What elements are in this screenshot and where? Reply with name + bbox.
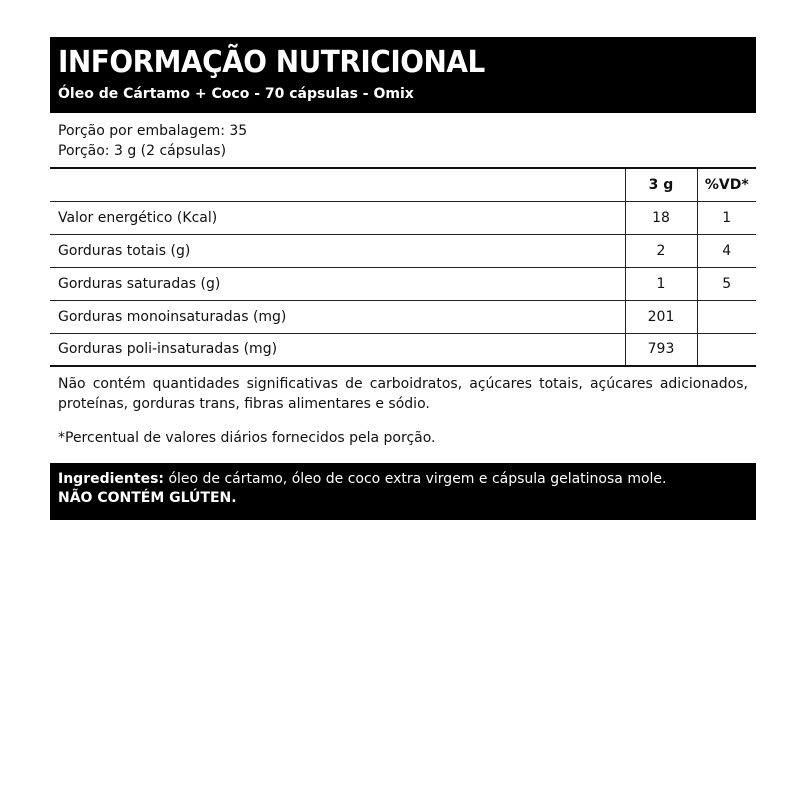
header-daily-value: %VD* — [697, 168, 756, 201]
nutrient-daily-value: 5 — [697, 267, 756, 300]
ingredients-line — [58, 470, 748, 489]
nutrition-table — [50, 167, 756, 367]
ingredients-label: Ingredientes: — [58, 471, 164, 487]
nutrient-quantity: 201 — [625, 300, 697, 333]
nutrient-name: Valor energético (Kcal) — [58, 209, 218, 226]
label-title: INFORMAÇÃO NUTRICIONAL — [58, 45, 485, 80]
nutrition-label — [50, 37, 756, 520]
nutrient-daily-value — [697, 300, 756, 333]
serving-size: Porção: 3 g (2 cápsulas) — [58, 143, 227, 159]
table-row — [50, 333, 756, 366]
ingredients-text: óleo de cártamo, óleo de coco extra virgem e cápsula gelatinosa mole. — [164, 471, 667, 487]
table-row — [50, 267, 756, 300]
nutrient-daily-value: 1 — [697, 201, 756, 234]
nutrient-name: Gorduras totais (g) — [58, 242, 191, 259]
nutrient-quantity: 2 — [625, 234, 697, 267]
servings-per-package: Porção por embalagem: 35 — [58, 123, 248, 139]
portion-info — [50, 113, 756, 167]
nutrient-daily-value: 4 — [697, 234, 756, 267]
table-header-row — [50, 168, 756, 201]
nutrient-name: Gorduras poli-insaturadas (mg) — [58, 341, 278, 358]
gluten-statement: NÃO CONTÉM GLÚTEN. — [58, 490, 237, 506]
table-row — [50, 234, 756, 267]
daily-value-footnote: *Percentual de valores diários fornecidos pela porção. — [58, 430, 436, 446]
nutrient-name: Gorduras saturadas (g) — [58, 275, 221, 292]
nutrient-quantity: 1 — [625, 267, 697, 300]
nutrient-quantity: 18 — [625, 201, 697, 234]
header-nutrient — [50, 168, 625, 201]
table-row — [50, 201, 756, 234]
nutrient-quantity: 793 — [625, 333, 697, 366]
nutrient-daily-value — [697, 333, 756, 366]
table-row — [50, 300, 756, 333]
header-quantity: 3 g — [625, 168, 697, 201]
label-header — [50, 37, 756, 113]
ingredients-box — [50, 463, 756, 520]
product-subtitle: Óleo de Cártamo + Coco - 70 cápsulas - Omix — [58, 86, 414, 102]
not-significant-note: Não contém quantidades significativas de carboidratos, açúcares totais, açúcares adicionados, proteínas, gorduras trans, fibras alimentares e sódio. — [58, 376, 748, 412]
nutrient-name: Gorduras monoinsaturadas (mg) — [58, 308, 287, 325]
